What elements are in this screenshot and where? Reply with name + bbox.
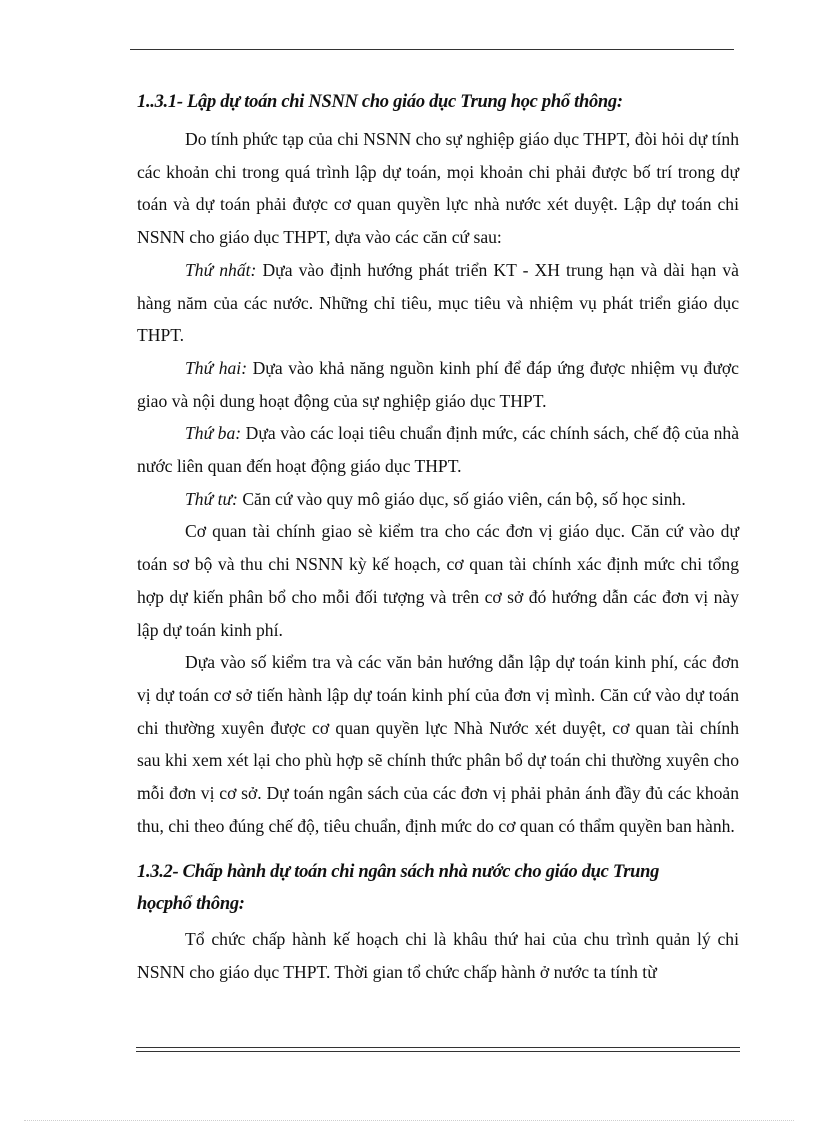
- page-edge-dotted-line: [24, 1120, 794, 1121]
- basis-item-1-text: Dựa vào định hướng phát triển KT - XH trung hạn và dài hạn và hàng năm của các nước. Những chỉ tiêu, mục tiêu và nhiệm vụ phát triển giáo dục THPT.: [137, 259, 739, 346]
- basis-item-4-text: Căn cứ vào quy mô giáo dục, số giáo viên, cán bộ, số học sinh.: [237, 488, 686, 509]
- page-content: [137, 86, 739, 989]
- basis-item-4-lead: Thứ tư:: [185, 488, 238, 509]
- basis-item-3: [137, 417, 739, 482]
- basis-item-3-text: Dựa vào các loại tiêu chuẩn định mức, các chính sách, chế độ của nhà nước liên quan đến hoạt động giáo dục THPT.: [137, 423, 740, 477]
- basis-item-2: [137, 352, 739, 417]
- units-paragraph: Dựa vào số kiểm tra và các văn bản hướng dẫn lập dự toán kinh phí, các đơn vị dự toán cơ sở tiến hành lập dự toán kinh phí của đơn vị mình. Căn cứ vào dự toán chi thường xuyên được cơ quan quyền lực Nhà Nước xét duyệt, cơ quan tài chính sau khi xem xét lại cho phù hợp sẽ chính thức phân bổ dự toán chi thường xuyên cho mỗi đơn vị cơ sở. Dự toán ngân sách của các đơn vị phải phản ánh đầy đủ các khoản thu, chi theo đúng chế độ, tiêu chuẩn, định mức do cơ quan có thẩm quyền ban hành.: [137, 652, 739, 836]
- basis-item-2-text: Dựa vào khả năng nguồn kinh phí để đáp ứng được nhiệm vụ được giao và nội dung hoạt động của sự nghiệp giáo dục THPT.: [137, 357, 739, 411]
- basis-item-1-lead: Thứ nhất:: [185, 259, 257, 280]
- execution-paragraph: Tổ chức chấp hành kế hoạch chi là khâu thứ hai của chu trình quản lý chi NSNN cho giáo dục THPT. Thời gian tổ chức chấp hành ở nước ta tính từ: [137, 929, 739, 983]
- section-heading-1-3-2-line2: họcphổ thông:: [137, 894, 245, 915]
- intro-paragraph: Do tính phức tạp của chi NSNN cho sự nghiệp giáo dục THPT, đòi hỏi dự tính các khoản chi trong quá trình lập dự toán, mọi khoản chi phải được bố trí trong dự toán và dự toán phải được cơ quan quyền lực nhà nước xét duyệt. Lập dự toán chi NSNN cho giáo dục THPT, dựa vào các căn cứ sau:: [137, 129, 739, 248]
- check-paragraph: Cơ quan tài chính giao sè kiểm tra cho các đơn vị giáo dục. Căn cứ vào dự toán sơ bộ và thu chi NSNN kỳ kế hoạch, cơ quan tài chính xác định mức chi tổng hợp dự kiến phân bổ cho mỗi đối tượng và trên cơ sở đó hướng dẫn các đơn vị này lập dự toán kinh phí.: [137, 521, 739, 640]
- header-rule: [130, 49, 734, 50]
- section-heading-1-3-2: [137, 856, 739, 920]
- basis-item-3-lead: Thứ ba:: [185, 423, 242, 444]
- section-heading-1-3-2-line1: 1.3.2- Chấp hành dự toán chi ngân sách nhà nước cho giáo dục Trung: [137, 862, 660, 883]
- basis-item-2-lead: Thứ hai:: [185, 357, 248, 378]
- basis-item-4: [137, 483, 739, 516]
- footer-double-rule: [136, 1047, 740, 1052]
- section-heading-1-3-1: 1..3.1- Lập dự toán chi NSNN cho giáo dục Trung học phổ thông:: [137, 92, 623, 112]
- basis-item-1: [137, 254, 739, 352]
